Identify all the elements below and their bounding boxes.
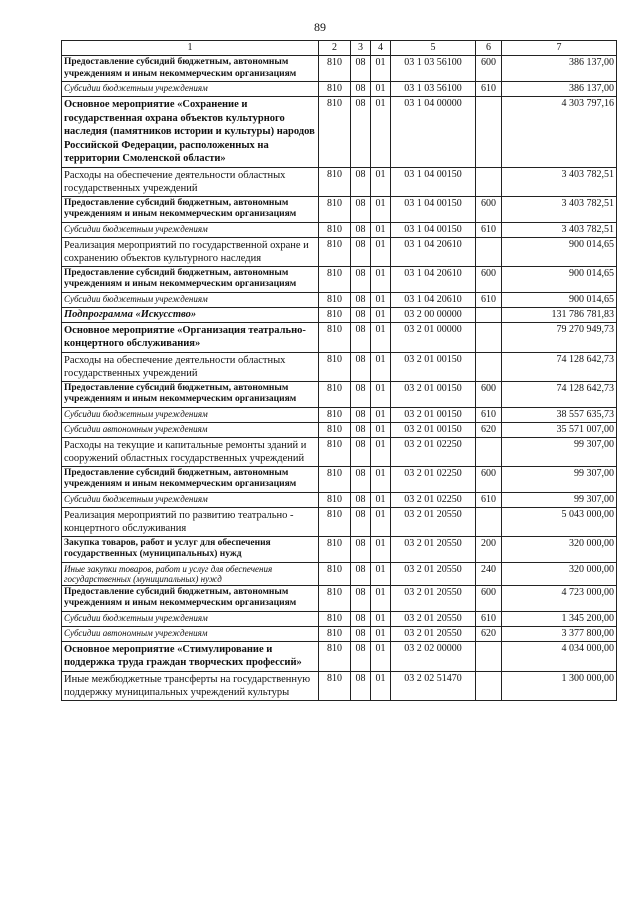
row-expense-type-cell: 600 bbox=[476, 196, 502, 222]
row-amount-cell: 3 403 782,51 bbox=[502, 167, 617, 196]
row-subsection-cell: 01 bbox=[371, 196, 391, 222]
table-row bbox=[62, 222, 617, 237]
column-header-expense-type: 6 bbox=[476, 41, 502, 56]
row-admin-code-cell: 810 bbox=[319, 641, 351, 671]
row-name-cell: Основное мероприятие «Стимулирование и поддержка труда граждан творческих профессий» bbox=[62, 641, 319, 671]
row-admin-code-cell: 810 bbox=[319, 167, 351, 196]
row-admin-code-cell: 810 bbox=[319, 82, 351, 97]
row-expense-type-cell: 610 bbox=[476, 407, 502, 422]
row-amount-cell: 1 300 000,00 bbox=[502, 671, 617, 700]
table-body bbox=[62, 56, 617, 701]
row-subsection-cell: 01 bbox=[371, 507, 391, 536]
row-name-cell: Субсидии автономным учреждениям bbox=[62, 626, 319, 641]
row-target-article-cell: 03 2 01 20550 bbox=[391, 626, 476, 641]
row-section-cell: 08 bbox=[351, 671, 371, 700]
row-amount-cell: 320 000,00 bbox=[502, 536, 617, 562]
row-subsection-cell: 01 bbox=[371, 222, 391, 237]
table-row bbox=[62, 97, 617, 168]
table-row bbox=[62, 381, 617, 407]
row-amount-cell: 131 786 781,83 bbox=[502, 307, 617, 322]
row-admin-code-cell: 810 bbox=[319, 222, 351, 237]
row-section-cell: 08 bbox=[351, 167, 371, 196]
budget-table bbox=[61, 40, 617, 701]
row-expense-type-cell bbox=[476, 307, 502, 322]
table-header-row bbox=[62, 41, 617, 56]
row-target-article-cell: 03 1 04 00150 bbox=[391, 167, 476, 196]
row-name-cell: Иные закупки товаров, работ и услуг для обеспечения государственных (муниципальных) нужд bbox=[62, 562, 319, 585]
row-expense-type-cell: 610 bbox=[476, 611, 502, 626]
row-subsection-cell: 01 bbox=[371, 492, 391, 507]
row-subsection-cell: 01 bbox=[371, 56, 391, 82]
table-row bbox=[62, 562, 617, 585]
row-expense-type-cell: 610 bbox=[476, 82, 502, 97]
row-amount-cell: 5 043 000,00 bbox=[502, 507, 617, 536]
row-name-cell: Расходы на обеспечение деятельности областных государственных учреждений bbox=[62, 352, 319, 381]
row-amount-cell: 900 014,65 bbox=[502, 266, 617, 292]
row-target-article-cell: 03 2 01 00000 bbox=[391, 322, 476, 352]
table-row bbox=[62, 352, 617, 381]
row-admin-code-cell: 810 bbox=[319, 585, 351, 611]
row-name-cell: Предоставление субсидий бюджетным, автономным учреждениям и иным некоммерческим организациям bbox=[62, 266, 319, 292]
table-row bbox=[62, 466, 617, 492]
row-admin-code-cell: 810 bbox=[319, 56, 351, 82]
table-row bbox=[62, 56, 617, 82]
row-section-cell: 08 bbox=[351, 307, 371, 322]
table-row bbox=[62, 492, 617, 507]
row-subsection-cell: 01 bbox=[371, 381, 391, 407]
table-row bbox=[62, 437, 617, 466]
table-row bbox=[62, 82, 617, 97]
row-section-cell: 08 bbox=[351, 507, 371, 536]
row-subsection-cell: 01 bbox=[371, 626, 391, 641]
table-row bbox=[62, 671, 617, 700]
row-expense-type-cell bbox=[476, 167, 502, 196]
row-admin-code-cell: 810 bbox=[319, 237, 351, 266]
row-subsection-cell: 01 bbox=[371, 97, 391, 168]
row-section-cell: 08 bbox=[351, 437, 371, 466]
table-row bbox=[62, 196, 617, 222]
row-name-cell: Субсидии бюджетным учреждениям bbox=[62, 222, 319, 237]
row-name-cell: Предоставление субсидий бюджетным, автономным учреждениям и иным некоммерческим организациям bbox=[62, 196, 319, 222]
row-target-article-cell: 03 2 01 00150 bbox=[391, 381, 476, 407]
row-expense-type-cell: 240 bbox=[476, 562, 502, 585]
table-row bbox=[62, 611, 617, 626]
row-admin-code-cell: 810 bbox=[319, 407, 351, 422]
row-section-cell: 08 bbox=[351, 585, 371, 611]
column-header-amount: 7 bbox=[502, 41, 617, 56]
row-section-cell: 08 bbox=[351, 466, 371, 492]
row-name-cell: Субсидии бюджетным учреждениям bbox=[62, 492, 319, 507]
row-target-article-cell: 03 2 01 02250 bbox=[391, 437, 476, 466]
row-expense-type-cell: 600 bbox=[476, 56, 502, 82]
table-row bbox=[62, 536, 617, 562]
row-amount-cell: 38 557 635,73 bbox=[502, 407, 617, 422]
row-target-article-cell: 03 2 02 51470 bbox=[391, 671, 476, 700]
row-section-cell: 08 bbox=[351, 407, 371, 422]
row-name-cell: Расходы на обеспечение деятельности областных государственных учреждений bbox=[62, 167, 319, 196]
row-section-cell: 08 bbox=[351, 562, 371, 585]
row-amount-cell: 900 014,65 bbox=[502, 292, 617, 307]
row-target-article-cell: 03 2 01 20550 bbox=[391, 585, 476, 611]
row-target-article-cell: 03 1 04 00150 bbox=[391, 222, 476, 237]
row-subsection-cell: 01 bbox=[371, 266, 391, 292]
table-row bbox=[62, 167, 617, 196]
row-expense-type-cell: 620 bbox=[476, 422, 502, 437]
row-target-article-cell: 03 2 01 00150 bbox=[391, 407, 476, 422]
column-header-name: 1 bbox=[62, 41, 319, 56]
row-section-cell: 08 bbox=[351, 266, 371, 292]
row-amount-cell: 99 307,00 bbox=[502, 492, 617, 507]
row-subsection-cell: 01 bbox=[371, 237, 391, 266]
row-subsection-cell: 01 bbox=[371, 466, 391, 492]
row-section-cell: 08 bbox=[351, 381, 371, 407]
row-amount-cell: 320 000,00 bbox=[502, 562, 617, 585]
column-header-section: 3 bbox=[351, 41, 371, 56]
row-name-cell: Предоставление субсидий бюджетным, автономным учреждениям и иным некоммерческим организациям bbox=[62, 585, 319, 611]
row-amount-cell: 4 723 000,00 bbox=[502, 585, 617, 611]
row-target-article-cell: 03 2 01 20550 bbox=[391, 507, 476, 536]
table-row bbox=[62, 422, 617, 437]
row-amount-cell: 74 128 642,73 bbox=[502, 352, 617, 381]
table-row bbox=[62, 292, 617, 307]
row-section-cell: 08 bbox=[351, 626, 371, 641]
row-name-cell: Субсидии бюджетным учреждениям bbox=[62, 292, 319, 307]
row-subsection-cell: 01 bbox=[371, 407, 391, 422]
row-section-cell: 08 bbox=[351, 56, 371, 82]
row-expense-type-cell: 200 bbox=[476, 536, 502, 562]
row-amount-cell: 99 307,00 bbox=[502, 466, 617, 492]
row-name-cell: Предоставление субсидий бюджетным, автономным учреждениям и иным некоммерческим организациям bbox=[62, 466, 319, 492]
row-admin-code-cell: 810 bbox=[319, 307, 351, 322]
row-target-article-cell: 03 2 01 02250 bbox=[391, 466, 476, 492]
row-target-article-cell: 03 1 04 00000 bbox=[391, 97, 476, 168]
row-name-cell: Иные межбюджетные трансферты на государственную поддержку муниципальных учреждений культуры bbox=[62, 671, 319, 700]
row-subsection-cell: 01 bbox=[371, 585, 391, 611]
table-row bbox=[62, 237, 617, 266]
row-admin-code-cell: 810 bbox=[319, 611, 351, 626]
row-expense-type-cell bbox=[476, 437, 502, 466]
row-admin-code-cell: 810 bbox=[319, 466, 351, 492]
table-row bbox=[62, 407, 617, 422]
row-amount-cell: 1 345 200,00 bbox=[502, 611, 617, 626]
row-amount-cell: 386 137,00 bbox=[502, 56, 617, 82]
row-target-article-cell: 03 1 03 56100 bbox=[391, 82, 476, 97]
table-row bbox=[62, 507, 617, 536]
row-expense-type-cell: 610 bbox=[476, 222, 502, 237]
row-subsection-cell: 01 bbox=[371, 422, 391, 437]
row-subsection-cell: 01 bbox=[371, 82, 391, 97]
row-admin-code-cell: 810 bbox=[319, 536, 351, 562]
row-section-cell: 08 bbox=[351, 237, 371, 266]
row-target-article-cell: 03 2 01 20550 bbox=[391, 611, 476, 626]
row-admin-code-cell: 810 bbox=[319, 266, 351, 292]
row-admin-code-cell: 810 bbox=[319, 437, 351, 466]
row-subsection-cell: 01 bbox=[371, 671, 391, 700]
row-expense-type-cell: 620 bbox=[476, 626, 502, 641]
row-target-article-cell: 03 2 01 20550 bbox=[391, 562, 476, 585]
row-amount-cell: 3 403 782,51 bbox=[502, 196, 617, 222]
table-row bbox=[62, 641, 617, 671]
row-section-cell: 08 bbox=[351, 196, 371, 222]
row-subsection-cell: 01 bbox=[371, 641, 391, 671]
row-target-article-cell: 03 2 01 02250 bbox=[391, 492, 476, 507]
row-expense-type-cell: 600 bbox=[476, 585, 502, 611]
row-subsection-cell: 01 bbox=[371, 562, 391, 585]
row-section-cell: 08 bbox=[351, 352, 371, 381]
row-subsection-cell: 01 bbox=[371, 322, 391, 352]
row-admin-code-cell: 810 bbox=[319, 196, 351, 222]
row-expense-type-cell: 600 bbox=[476, 381, 502, 407]
row-amount-cell: 3 403 782,51 bbox=[502, 222, 617, 237]
row-subsection-cell: 01 bbox=[371, 437, 391, 466]
row-admin-code-cell: 810 bbox=[319, 322, 351, 352]
row-amount-cell: 900 014,65 bbox=[502, 237, 617, 266]
row-admin-code-cell: 810 bbox=[319, 292, 351, 307]
row-section-cell: 08 bbox=[351, 536, 371, 562]
row-amount-cell: 99 307,00 bbox=[502, 437, 617, 466]
row-name-cell: Предоставление субсидий бюджетным, автономным учреждениям и иным некоммерческим организациям bbox=[62, 381, 319, 407]
row-target-article-cell: 03 1 04 20610 bbox=[391, 292, 476, 307]
row-name-cell: Расходы на текущие и капитальные ремонты зданий и сооружений областных государственных учреждений bbox=[62, 437, 319, 466]
row-name-cell: Реализация мероприятий по государственной охране и сохранению объектов культурного наследия bbox=[62, 237, 319, 266]
row-subsection-cell: 01 bbox=[371, 167, 391, 196]
row-section-cell: 08 bbox=[351, 97, 371, 168]
row-target-article-cell: 03 2 01 20550 bbox=[391, 536, 476, 562]
table-row bbox=[62, 307, 617, 322]
row-section-cell: 08 bbox=[351, 82, 371, 97]
row-name-cell: Субсидии бюджетным учреждениям bbox=[62, 82, 319, 97]
row-name-cell: Основное мероприятие «Организация театрально-концертного обслуживания» bbox=[62, 322, 319, 352]
row-subsection-cell: 01 bbox=[371, 352, 391, 381]
column-header-target-article: 5 bbox=[391, 41, 476, 56]
row-expense-type-cell bbox=[476, 641, 502, 671]
row-target-article-cell: 03 1 04 20610 bbox=[391, 266, 476, 292]
row-subsection-cell: 01 bbox=[371, 307, 391, 322]
row-name-cell: Субсидии бюджетным учреждениям bbox=[62, 611, 319, 626]
row-admin-code-cell: 810 bbox=[319, 562, 351, 585]
row-name-cell: Основное мероприятие «Сохранение и государственная охрана объектов культурного наследия (памятников истории и культуры) народов Российской Федерации, расположенных на территории Смоленской области» bbox=[62, 97, 319, 168]
row-section-cell: 08 bbox=[351, 292, 371, 307]
row-target-article-cell: 03 2 02 00000 bbox=[391, 641, 476, 671]
table-row bbox=[62, 322, 617, 352]
row-admin-code-cell: 810 bbox=[319, 422, 351, 437]
row-expense-type-cell bbox=[476, 322, 502, 352]
table-row bbox=[62, 585, 617, 611]
row-amount-cell: 386 137,00 bbox=[502, 82, 617, 97]
row-section-cell: 08 bbox=[351, 611, 371, 626]
row-amount-cell: 79 270 949,73 bbox=[502, 322, 617, 352]
row-amount-cell: 4 303 797,16 bbox=[502, 97, 617, 168]
row-section-cell: 08 bbox=[351, 422, 371, 437]
page-number: 89 bbox=[314, 20, 326, 34]
row-expense-type-cell: 610 bbox=[476, 292, 502, 307]
row-name-cell: Реализация мероприятий по развитию театрально - концертного обслуживания bbox=[62, 507, 319, 536]
row-expense-type-cell bbox=[476, 352, 502, 381]
row-section-cell: 08 bbox=[351, 322, 371, 352]
row-admin-code-cell: 810 bbox=[319, 381, 351, 407]
row-admin-code-cell: 810 bbox=[319, 492, 351, 507]
row-admin-code-cell: 810 bbox=[319, 352, 351, 381]
row-expense-type-cell bbox=[476, 237, 502, 266]
row-target-article-cell: 03 2 01 00150 bbox=[391, 352, 476, 381]
row-target-article-cell: 03 1 03 56100 bbox=[391, 56, 476, 82]
row-name-cell: Подпрограмма «Искусство» bbox=[62, 307, 319, 322]
row-amount-cell: 3 377 800,00 bbox=[502, 626, 617, 641]
row-subsection-cell: 01 bbox=[371, 536, 391, 562]
row-expense-type-cell: 600 bbox=[476, 466, 502, 492]
row-admin-code-cell: 810 bbox=[319, 97, 351, 168]
row-name-cell: Субсидии автономным учреждениям bbox=[62, 422, 319, 437]
row-section-cell: 08 bbox=[351, 492, 371, 507]
row-name-cell: Предоставление субсидий бюджетным, автономным учреждениям и иным некоммерческим организациям bbox=[62, 56, 319, 82]
row-expense-type-cell bbox=[476, 507, 502, 536]
row-name-cell: Субсидии бюджетным учреждениям bbox=[62, 407, 319, 422]
row-name-cell: Закупка товаров, работ и услуг для обеспечения государственных (муниципальных) нужд bbox=[62, 536, 319, 562]
row-target-article-cell: 03 2 01 00150 bbox=[391, 422, 476, 437]
row-amount-cell: 35 571 007,00 bbox=[502, 422, 617, 437]
row-admin-code-cell: 810 bbox=[319, 671, 351, 700]
row-section-cell: 08 bbox=[351, 641, 371, 671]
row-admin-code-cell: 810 bbox=[319, 626, 351, 641]
row-expense-type-cell: 610 bbox=[476, 492, 502, 507]
row-subsection-cell: 01 bbox=[371, 611, 391, 626]
row-subsection-cell: 01 bbox=[371, 292, 391, 307]
row-admin-code-cell: 810 bbox=[319, 507, 351, 536]
column-header-subsection: 4 bbox=[371, 41, 391, 56]
table-row bbox=[62, 626, 617, 641]
row-expense-type-cell bbox=[476, 97, 502, 168]
row-target-article-cell: 03 2 00 00000 bbox=[391, 307, 476, 322]
row-target-article-cell: 03 1 04 20610 bbox=[391, 237, 476, 266]
column-header-admin-code: 2 bbox=[319, 41, 351, 56]
row-amount-cell: 4 034 000,00 bbox=[502, 641, 617, 671]
row-amount-cell: 74 128 642,73 bbox=[502, 381, 617, 407]
row-section-cell: 08 bbox=[351, 222, 371, 237]
row-expense-type-cell: 600 bbox=[476, 266, 502, 292]
table-row bbox=[62, 266, 617, 292]
row-target-article-cell: 03 1 04 00150 bbox=[391, 196, 476, 222]
row-expense-type-cell bbox=[476, 671, 502, 700]
